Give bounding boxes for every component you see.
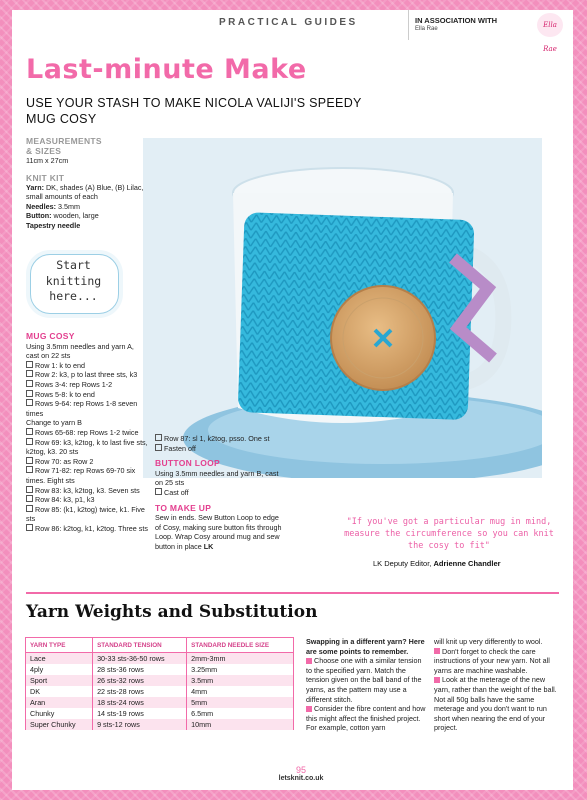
table-header: YARN TYPE xyxy=(26,638,93,653)
checkbox-icon[interactable] xyxy=(26,486,33,493)
caption-line-1: Start xyxy=(56,258,91,272)
pattern-row: Row 69: k3, k2tog, k to last five sts, k2tog, k3. 20 sts xyxy=(26,437,148,457)
checkbox-icon[interactable] xyxy=(26,457,33,464)
table-row: Lace 30-33 sts-36-50 rows 2mm-3mm xyxy=(26,653,294,665)
pattern-row: Rows 9-64: rep Rows 1-8 seven times xyxy=(26,399,138,418)
table-row: Sport 26 sts-32 rows 3.5mm xyxy=(26,675,294,686)
measurements-value: 11cm x 27cm xyxy=(26,156,69,165)
start-knitting-caption xyxy=(30,254,117,312)
section-divider xyxy=(26,592,559,594)
author-initials: LK xyxy=(203,541,214,551)
checkbox-icon[interactable] xyxy=(155,434,162,441)
table-header-row xyxy=(26,638,294,653)
measurements-heading: MEASUREMENTS xyxy=(26,136,102,146)
pattern-row: Row 83: k3, k2tog, k3. Seven sts xyxy=(26,486,148,496)
tip-text: Look at the meterage of the new yarn, rather than the weight of the ball. Not all 50g balls have the same meterage and you don't want to run short when nearing the end of your project. xyxy=(434,675,557,733)
bullet-icon xyxy=(434,648,440,654)
kit-sidebar xyxy=(26,136,146,231)
pattern-row: Rows 5-8: k to end xyxy=(26,390,148,400)
checkbox-icon[interactable] xyxy=(26,505,33,512)
checkbox-icon[interactable] xyxy=(26,466,33,473)
button-value: wooden, large xyxy=(51,211,99,221)
pattern-row: Row 87: sl 1, k2tog, psso. One st xyxy=(155,434,285,444)
pattern-row: Row 71-82: rep Rows 69-70 six times. Eight sts xyxy=(26,466,136,485)
button-label: Button: xyxy=(26,211,52,221)
checkbox-icon[interactable] xyxy=(26,438,33,445)
mug-cosy-intro: Using 3.5mm needles and yarn A, cast on 22 sts xyxy=(26,341,134,361)
table-row: Aran 18 sts-24 rows 5mm xyxy=(26,697,294,708)
pattern-row: Rows 65-68: rep Rows 1-2 twice xyxy=(26,428,148,438)
pattern-row: Rows 3-4: rep Rows 1-2 xyxy=(26,380,148,390)
checkbox-icon[interactable] xyxy=(26,428,33,435)
page-title: Last-minute Make xyxy=(26,54,307,85)
association-block xyxy=(408,10,573,53)
substitution-column-1 xyxy=(306,637,428,733)
pattern-row: Fasten off xyxy=(155,444,285,454)
needles-label: Needles: xyxy=(26,201,56,211)
bullet-icon xyxy=(306,706,312,712)
table-header: STANDARD NEEDLE SIZE xyxy=(187,638,294,653)
needles-value: 3.5mm xyxy=(55,201,80,211)
table-row: DK 22 sts-28 rows 4mm xyxy=(26,686,294,697)
kit-heading: KNIT KIT xyxy=(26,172,65,183)
pattern-row: Row 1: k to end xyxy=(26,361,148,371)
tip-text: Don't forget to check the care instructions of your new yarn. Not all yarns are machine washable. xyxy=(434,646,550,675)
yarn-weights-table xyxy=(25,637,294,730)
partner-name: Ella Rae xyxy=(415,26,438,32)
tip-text: Choose one with a similar tension to the specified yarn. Match the tension given on the ball band of the yarns, as the pattern may use a different stitch. xyxy=(306,656,422,704)
tip-text: Consider the fibre content and how this might affect the finished project. For example, cotton yarn xyxy=(306,704,426,733)
pattern-row: Row 70: as Row 2 xyxy=(26,457,148,467)
magazine-page xyxy=(12,10,573,790)
button-loop-heading: BUTTON LOOP xyxy=(155,458,221,469)
checkbox-icon[interactable] xyxy=(26,495,33,502)
mug-illustration xyxy=(143,138,542,478)
checkbox-icon[interactable] xyxy=(26,399,33,406)
page-subtitle: USE YOUR STASH TO MAKE NICOLA VALIJI'S SPEEDY MUG COSY xyxy=(26,96,362,126)
quote-author: Adrienne Chandler xyxy=(433,559,501,568)
table-row: Super Chunky 9 sts-12 rows 10mm xyxy=(26,719,294,730)
checkbox-icon[interactable] xyxy=(26,390,33,397)
page-footer xyxy=(261,765,341,782)
section-label: PRACTICAL GUIDES xyxy=(219,17,358,28)
website-url: letsknit.co.uk xyxy=(278,775,324,782)
table-row: 4ply 28 sts-36 rows 3.25mm xyxy=(26,664,294,675)
tip-continued: will knit up very differently to wool. xyxy=(434,637,543,646)
pull-quote: "If you've got a particular mug in mind, measure the circumference so you can knit the cosy to fit" xyxy=(344,517,554,551)
page-header xyxy=(12,10,573,53)
yarn-label: Yarn: xyxy=(26,182,44,192)
mug-cosy-heading: MUG COSY xyxy=(26,331,75,341)
mug-cosy-photo xyxy=(143,138,542,478)
make-up-heading: TO MAKE UP xyxy=(155,502,212,513)
yarn-value: DK, shades (A) Blue, (B) Lilac, small amounts of each xyxy=(26,182,144,202)
caption-line-2: knitting xyxy=(45,273,102,288)
button-loop-intro: Using 3.5mm needles and yarn B, cast on 25 sts xyxy=(155,468,279,488)
pattern-column-2 xyxy=(155,434,285,552)
checkbox-icon[interactable] xyxy=(26,380,33,387)
tapestry-needle: Tapestry needle xyxy=(26,220,81,230)
change-yarn: Change to yarn B xyxy=(26,418,82,428)
caption-line-3: here... xyxy=(49,289,98,303)
bullet-icon xyxy=(434,677,440,683)
checkbox-icon[interactable] xyxy=(155,444,162,451)
make-up-text: Sew in ends. Sew Button Loop to edge of Cosy, making sure button fits through Loop. Wrap Cosy around mug and sew button in place LK xyxy=(155,513,282,551)
substitution-intro: Swapping in a different yarn? Here are some points to remember. xyxy=(306,637,425,656)
pattern-row: Row 2: k3, p to last three sts, k3 xyxy=(26,370,148,380)
quote-attribution: LK Deputy Editor, Adrienne Chandler xyxy=(373,559,501,568)
table-row: Chunky 14 sts-19 rows 6.5mm xyxy=(26,708,294,719)
checkbox-icon[interactable] xyxy=(26,524,33,531)
bullet-icon xyxy=(306,658,312,664)
pattern-row: Row 84: k3, p1, k3 xyxy=(26,495,148,505)
pattern-row: Cast off xyxy=(155,488,285,498)
mug-cosy-pattern xyxy=(26,332,148,533)
table-header: STANDARD TENSION xyxy=(93,638,187,653)
yarn-section-title: Yarn Weights and Substitution xyxy=(26,602,318,622)
checkbox-icon[interactable] xyxy=(155,488,162,495)
pattern-row: Row 86: k2tog, k1, k2tog. Three sts xyxy=(26,524,148,534)
measurements-heading-2: & SIZES xyxy=(26,146,62,156)
ella-rae-logo: Ella Rae xyxy=(537,13,563,37)
page-number: 95 xyxy=(295,765,306,775)
association-label: IN ASSOCIATION WITH xyxy=(415,16,498,25)
pattern-row: Row 85: (k1, k2tog) twice, k1. Five sts xyxy=(26,504,145,524)
checkbox-icon[interactable] xyxy=(26,361,33,368)
checkbox-icon[interactable] xyxy=(26,370,33,377)
substitution-column-2 xyxy=(434,637,560,733)
